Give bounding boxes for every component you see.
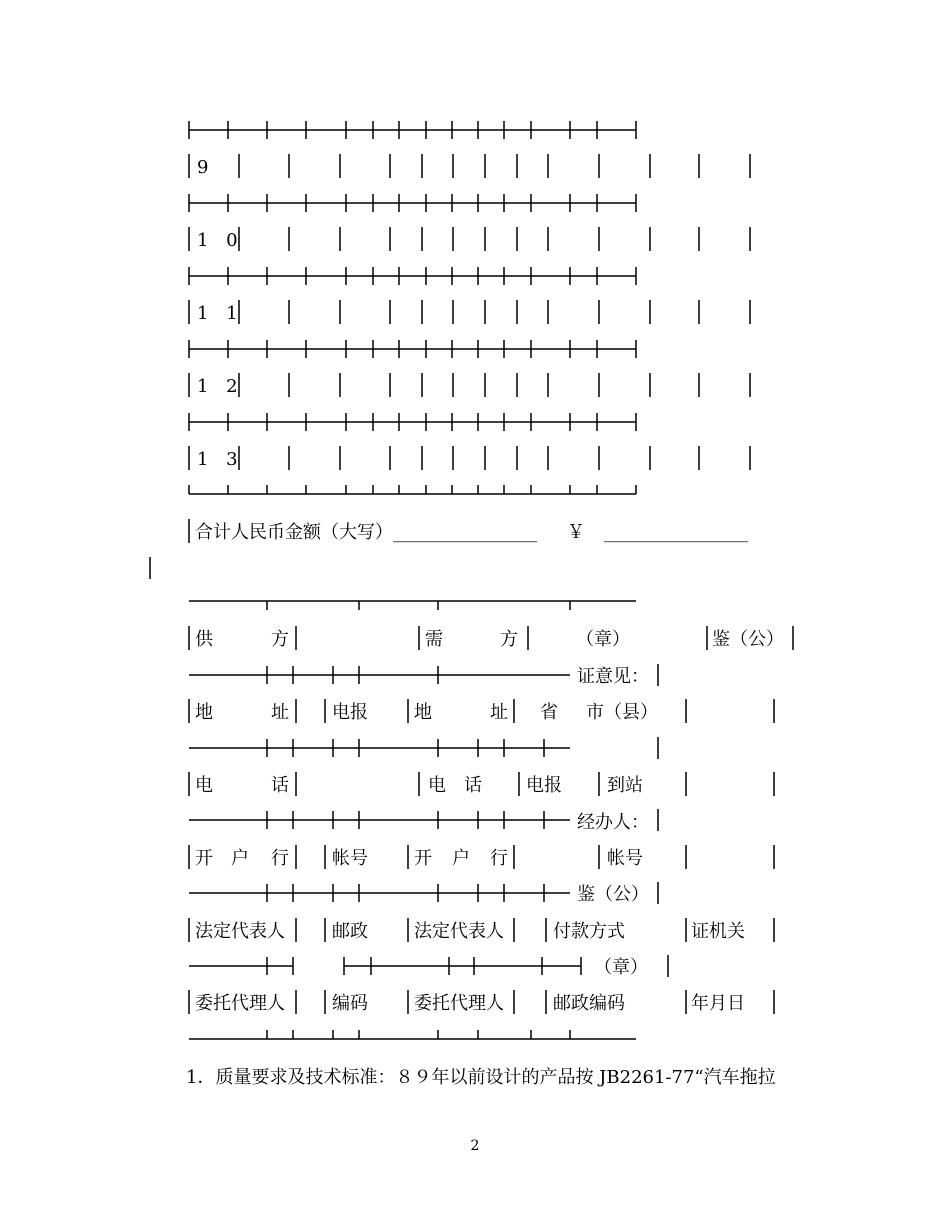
supplier-label-a: 供 (195, 629, 213, 650)
province-label: 省 (540, 702, 558, 723)
buyer-seal: （章） (576, 629, 630, 650)
quality-clause: 1．质量要求及技术标准：８９年以前设计的产品按 JB2261-77“汽车拖拉 (186, 1067, 776, 1088)
buyer-label-b: 方 (500, 629, 518, 650)
row-number-11: 1 1 (197, 303, 244, 324)
supplier-phone-b: 话 (271, 775, 289, 796)
verify-line5: 证机关 (691, 921, 745, 942)
buyer-postal-code: 邮政编码 (553, 993, 625, 1014)
row-number-13: 1 3 (197, 449, 244, 470)
verify-line6: （章） (594, 957, 648, 978)
station-label: 到站 (607, 775, 643, 796)
total-amount-blank: ________________ (604, 522, 748, 543)
supplier-code: 编码 (332, 993, 368, 1014)
buyer-bank-b: 户 (452, 848, 470, 869)
verify-line3: 经办人： (577, 812, 649, 833)
supplier-legal-rep: 法定代表人 (195, 921, 285, 942)
supplier-address-b: 址 (271, 702, 289, 723)
currency-symbol: ￥ (567, 522, 585, 543)
buyer-address-b: 址 (490, 702, 508, 723)
row-number-9: 9 (197, 157, 215, 178)
verify-line2: 证意见： (577, 666, 649, 687)
supplier-label-b: 方 (271, 629, 289, 650)
page-number: 2 (470, 1138, 480, 1154)
buyer-legal-rep: 法定代表人 (414, 921, 504, 942)
supplier-phone-a: 电 (195, 775, 213, 796)
verify-line7: 年月日 (691, 993, 745, 1014)
supplier-agent: 委托代理人 (195, 993, 285, 1014)
payment-method: 付款方式 (553, 921, 625, 942)
supplier-postal: 邮政 (332, 921, 368, 942)
verify-line4: 鉴（公） (577, 884, 649, 905)
supplier-bank-c: 行 (271, 848, 289, 869)
supplier-telegram: 电报 (332, 702, 368, 723)
supplier-bank-b: 户 (231, 848, 249, 869)
buyer-account: 帐号 (607, 848, 643, 869)
row-number-10: 1 0 (197, 230, 244, 251)
buyer-telegram: 电报 (526, 775, 562, 796)
buyer-label-a: 需 (425, 629, 443, 650)
supplier-account: 帐号 (332, 848, 368, 869)
total-amount-label: 合计人民币金额（大写）________________ (195, 522, 537, 543)
supplier-address-a: 地 (195, 702, 213, 723)
buyer-address-a: 地 (414, 702, 432, 723)
row-number-12: 1 2 (197, 376, 244, 397)
city-label: 市（县） (586, 702, 658, 723)
buyer-bank-c: 行 (490, 848, 508, 869)
buyer-phone: 电 话 (428, 775, 482, 796)
verify-line1: 鉴（公） (712, 629, 784, 650)
supplier-bank-a: 开 (195, 848, 213, 869)
buyer-agent: 委托代理人 (414, 993, 504, 1014)
buyer-bank-a: 开 (414, 848, 432, 869)
